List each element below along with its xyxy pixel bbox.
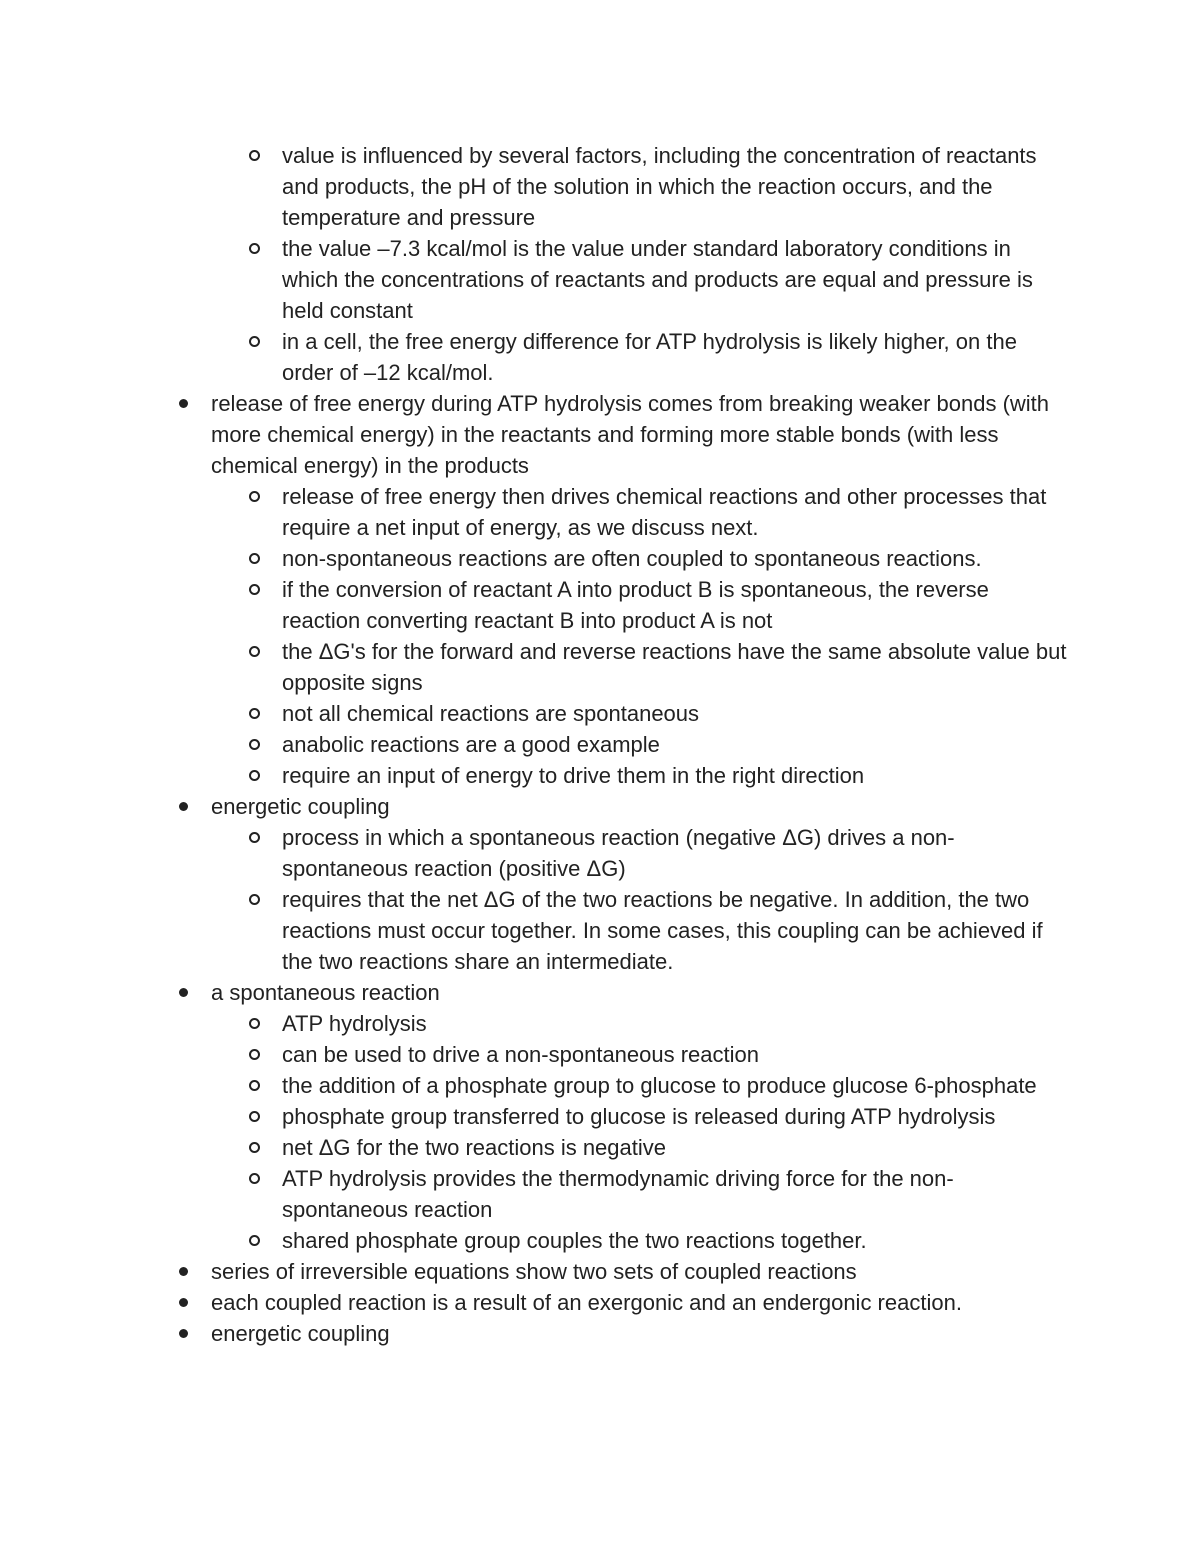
- hollow-bullet-icon: [249, 491, 260, 502]
- sub-list-item: [0, 698, 1200, 729]
- list-item-text: phosphate group transferred to glucose is released during ATP hydrolysis: [282, 1104, 996, 1129]
- hollow-bullet-icon: [249, 894, 260, 905]
- filled-bullet-icon: [179, 802, 188, 811]
- hollow-bullet-icon: [249, 1080, 260, 1091]
- list-item: [0, 1287, 1200, 1318]
- list-item-text: release of free energy during ATP hydrolysis comes from breaking weaker bonds (with more chemical energy) in the reactants and forming more stable bonds (with less chemical energy) in the products: [211, 391, 1050, 478]
- list-item-text: process in which a spontaneous reaction (negative ΔG) drives a non-spontaneous reaction (positive ΔG): [282, 825, 955, 881]
- list-item-text: net ΔG for the two reactions is negative: [282, 1135, 667, 1160]
- sub-list-item: [0, 481, 1200, 543]
- list-item-text: if the conversion of reactant A into product B is spontaneous, the reverse reaction converting reactant B into product A is not: [282, 577, 989, 633]
- list-item-text: ATP hydrolysis provides the thermodynamic driving force for the non-spontaneous reaction: [282, 1166, 954, 1222]
- list-item: [0, 1256, 1200, 1287]
- hollow-bullet-icon: [249, 770, 260, 781]
- list-item-text: release of free energy then drives chemical reactions and other processes that require a net input of energy, as we discuss next.: [282, 484, 1047, 540]
- sub-list-item: [0, 1101, 1200, 1132]
- bullet-list: [0, 140, 1200, 1349]
- list-item: [0, 388, 1200, 481]
- sub-list-item: [0, 574, 1200, 636]
- hollow-bullet-icon: [249, 1018, 260, 1029]
- filled-bullet-icon: [179, 988, 188, 997]
- list-item: [0, 791, 1200, 822]
- list-item-text: energetic coupling: [211, 1321, 390, 1346]
- hollow-bullet-icon: [249, 832, 260, 843]
- list-item-text: a spontaneous reaction: [211, 980, 440, 1005]
- filled-bullet-icon: [179, 1298, 188, 1307]
- list-item-text: requires that the net ΔG of the two reactions be negative. In addition, the two reactions must occur together. In some cases, this coupling can be achieved if the two reactions share an intermediate.: [282, 887, 1043, 974]
- sub-list-item: [0, 760, 1200, 791]
- sub-list-item: [0, 1225, 1200, 1256]
- list-item-text: non-spontaneous reactions are often coupled to spontaneous reactions.: [282, 546, 982, 571]
- hollow-bullet-icon: [249, 1111, 260, 1122]
- hollow-bullet-icon: [249, 1142, 260, 1153]
- sub-list-item: [0, 1039, 1200, 1070]
- sub-list-item: [0, 233, 1200, 326]
- filled-bullet-icon: [179, 1267, 188, 1276]
- sub-list-item: [0, 1070, 1200, 1101]
- list-item-text: series of irreversible equations show two sets of coupled reactions: [211, 1259, 857, 1284]
- hollow-bullet-icon: [249, 1173, 260, 1184]
- sub-list-item: [0, 543, 1200, 574]
- list-item-text: energetic coupling: [211, 794, 390, 819]
- sub-list-item: [0, 1008, 1200, 1039]
- list-item-text: value is influenced by several factors, including the concentration of reactants and products, the pH of the solution in which the reaction occurs, and the temperature and pressure: [282, 143, 1037, 230]
- list-item-text: not all chemical reactions are spontaneous: [282, 701, 700, 726]
- hollow-bullet-icon: [249, 739, 260, 750]
- list-item-text: shared phosphate group couples the two reactions together.: [282, 1228, 867, 1253]
- list-item-text: the addition of a phosphate group to glucose to produce glucose 6-phosphate: [282, 1073, 1037, 1098]
- sub-list-item: [0, 326, 1200, 388]
- sub-list-item: [0, 884, 1200, 977]
- hollow-bullet-icon: [249, 553, 260, 564]
- hollow-bullet-icon: [249, 243, 260, 254]
- list-item: [0, 977, 1200, 1008]
- sub-list-item: [0, 1163, 1200, 1225]
- sub-list-item: [0, 729, 1200, 760]
- hollow-bullet-icon: [249, 1235, 260, 1246]
- sub-list-item: [0, 1132, 1200, 1163]
- list-item-text: require an input of energy to drive them in the right direction: [282, 763, 865, 788]
- list-item: [0, 1318, 1200, 1349]
- filled-bullet-icon: [179, 1329, 188, 1338]
- sub-list-item: [0, 636, 1200, 698]
- hollow-bullet-icon: [249, 646, 260, 657]
- sub-list-item: [0, 140, 1200, 233]
- list-item-text: the value –7.3 kcal/mol is the value under standard laboratory conditions in which the concentrations of reactants and products are equal and pressure is held constant: [282, 236, 1033, 323]
- list-item-text: in a cell, the free energy difference for ATP hydrolysis is likely higher, on the order of –12 kcal/mol.: [282, 329, 1017, 385]
- hollow-bullet-icon: [249, 708, 260, 719]
- hollow-bullet-icon: [249, 336, 260, 347]
- sub-list-item: [0, 822, 1200, 884]
- list-item-text: can be used to drive a non-spontaneous reaction: [282, 1042, 759, 1067]
- hollow-bullet-icon: [249, 1049, 260, 1060]
- list-item-text: anabolic reactions are a good example: [282, 732, 660, 757]
- hollow-bullet-icon: [249, 584, 260, 595]
- list-item-text: the ΔG's for the forward and reverse reactions have the same absolute value but opposite signs: [282, 639, 1067, 695]
- filled-bullet-icon: [179, 399, 188, 408]
- hollow-bullet-icon: [249, 150, 260, 161]
- list-item-text: each coupled reaction is a result of an exergonic and an endergonic reaction.: [211, 1290, 962, 1315]
- list-item-text: ATP hydrolysis: [282, 1011, 427, 1036]
